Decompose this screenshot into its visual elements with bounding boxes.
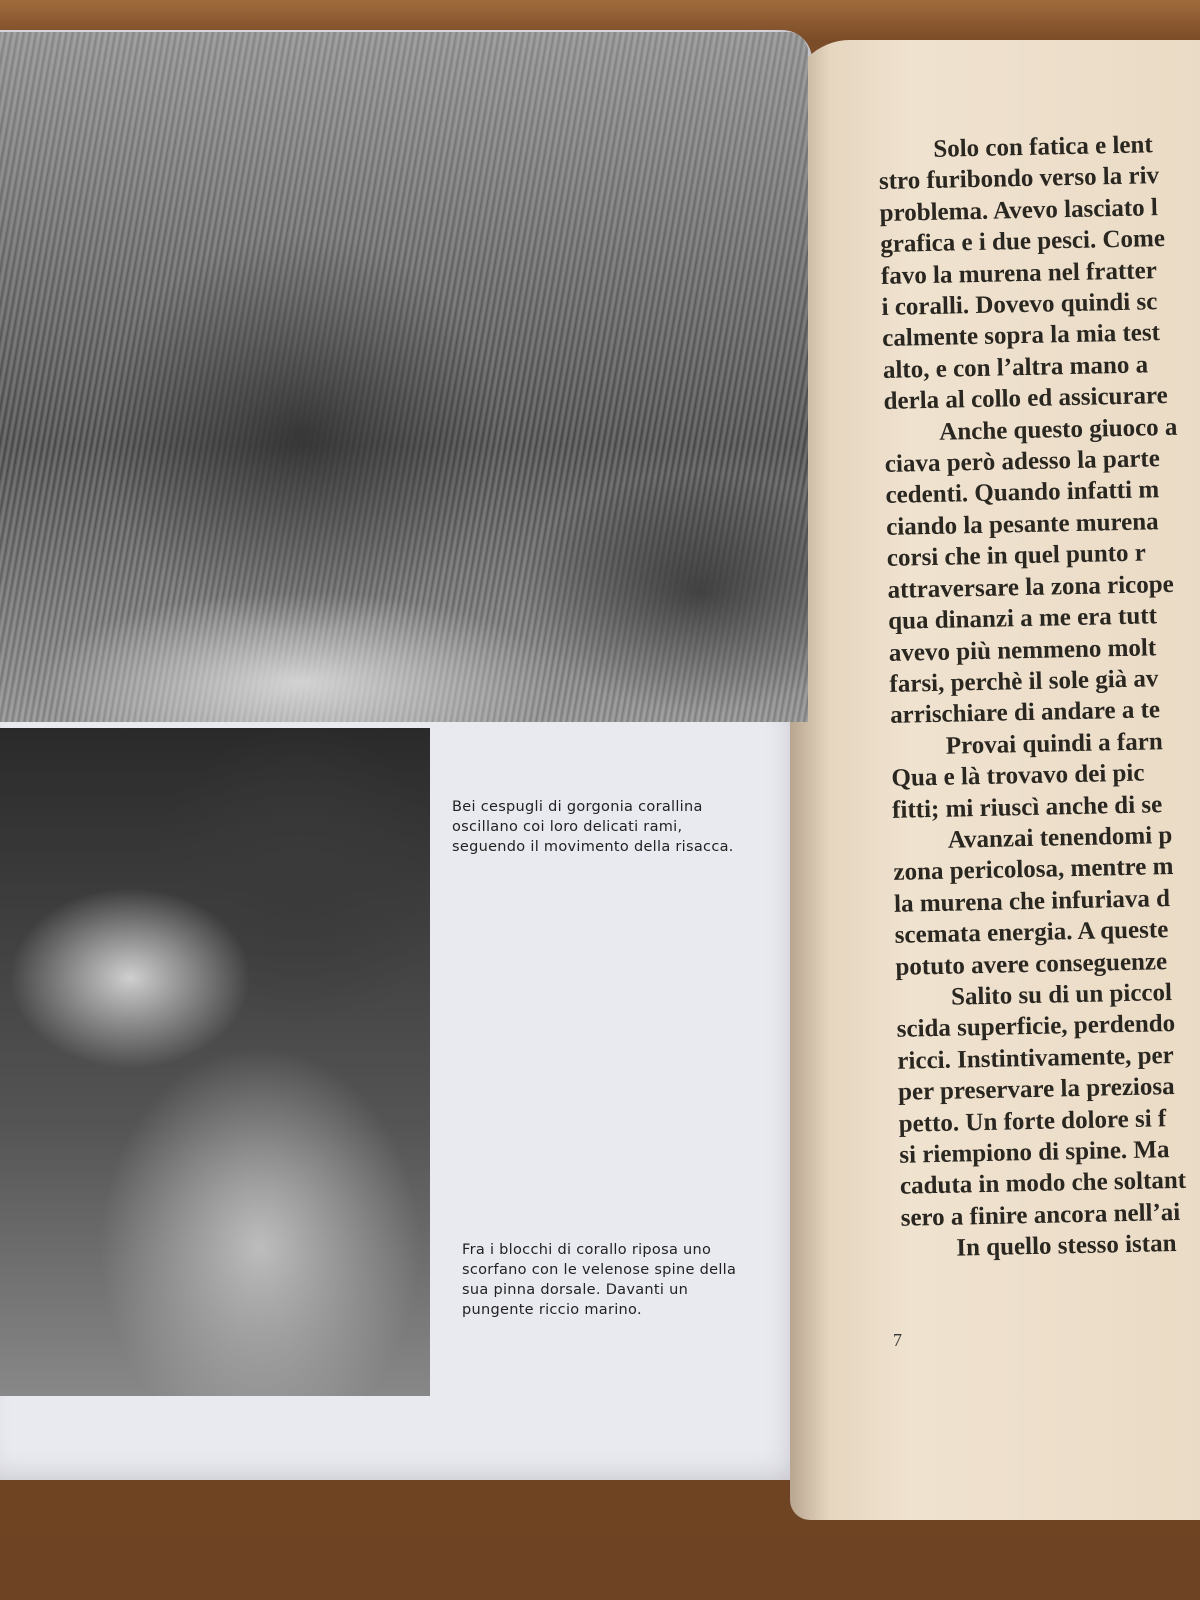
text-line: alto, e con l’altra mano a bbox=[882, 351, 1149, 384]
text-line: fitti; mi riuscì anche di se bbox=[891, 790, 1163, 824]
text-line: Anche questo giuoco a bbox=[938, 413, 1178, 446]
caption-scorfano: Fra i blocchi di corallo riposa uno scorfano con le velenose spine della sua pinna dorsale. Davanti un pungente riccio marino. bbox=[462, 1242, 737, 1318]
text-line: calmente sopra la mia test bbox=[881, 319, 1161, 353]
text-line: cedenti. Quando infatti m bbox=[885, 476, 1160, 510]
text-line: problema. Avevo lasciato l bbox=[879, 193, 1159, 227]
text-line: per preservare la preziosa bbox=[897, 1073, 1175, 1106]
text-line: scida superficie, perdendo bbox=[896, 1010, 1176, 1044]
text-line: stro furibondo verso la riv bbox=[878, 162, 1160, 196]
text-line: scemata energia. A queste bbox=[894, 916, 1169, 949]
photo-gorgonian-coral bbox=[0, 32, 808, 722]
text-line: ciava però adesso la parte bbox=[884, 445, 1161, 478]
text-line: caduta in modo che soltant bbox=[899, 1167, 1187, 1201]
text-line: la murena che infuriava d bbox=[893, 884, 1171, 918]
text-line: i coralli. Dovevo quindi sc bbox=[881, 288, 1158, 321]
photo-scorpionfish bbox=[0, 728, 430, 1396]
text-line: qua dinanzi a me era tutt bbox=[887, 602, 1158, 635]
text-line: Salito su di un piccol bbox=[950, 979, 1173, 1011]
text-line: petto. Un forte dolore si f bbox=[898, 1104, 1167, 1138]
text-line: In quello stesso istan bbox=[956, 1230, 1177, 1262]
text-line: attraversare la zona ricope bbox=[887, 570, 1175, 604]
text-line: potuto avere conseguenze bbox=[895, 947, 1168, 981]
text-line: derla al collo ed assicurare bbox=[883, 382, 1169, 416]
text-line: corsi che in quel punto r bbox=[886, 539, 1147, 573]
text-line: grafica e i due pesci. Come bbox=[880, 225, 1166, 259]
body-text bbox=[878, 128, 1200, 1265]
text-line: Solo con fatica e lent bbox=[933, 131, 1153, 163]
text-line: zona pericolosa, mentre m bbox=[893, 853, 1174, 887]
text-line: Avanzai tenendomi p bbox=[947, 821, 1173, 854]
text-line: favo la murena nel fratter bbox=[880, 256, 1158, 290]
text-line: ricci. Instintivamente, per bbox=[897, 1041, 1174, 1075]
text-line: si riempiono di spine. Ma bbox=[899, 1136, 1170, 1169]
caption-gorgonia: Bei cespugli di gorgonia corallina oscillano coi loro delicati rami, seguendo il movimento della risacca. bbox=[452, 799, 734, 855]
text-line: arrischiare di andare a te bbox=[889, 696, 1161, 730]
text-line: Provai quindi a farn bbox=[945, 727, 1163, 760]
text-line: farsi, perchè il sole già av bbox=[889, 665, 1159, 698]
page-number: 7 bbox=[893, 1330, 902, 1350]
text-line: ciando la pesante murena bbox=[885, 508, 1159, 541]
text-line: sero a finire ancora nell’ai bbox=[900, 1198, 1181, 1232]
text-line: Qua e là trovavo dei pic bbox=[891, 759, 1145, 792]
text-line: avevo più nemmeno molt bbox=[888, 633, 1157, 667]
